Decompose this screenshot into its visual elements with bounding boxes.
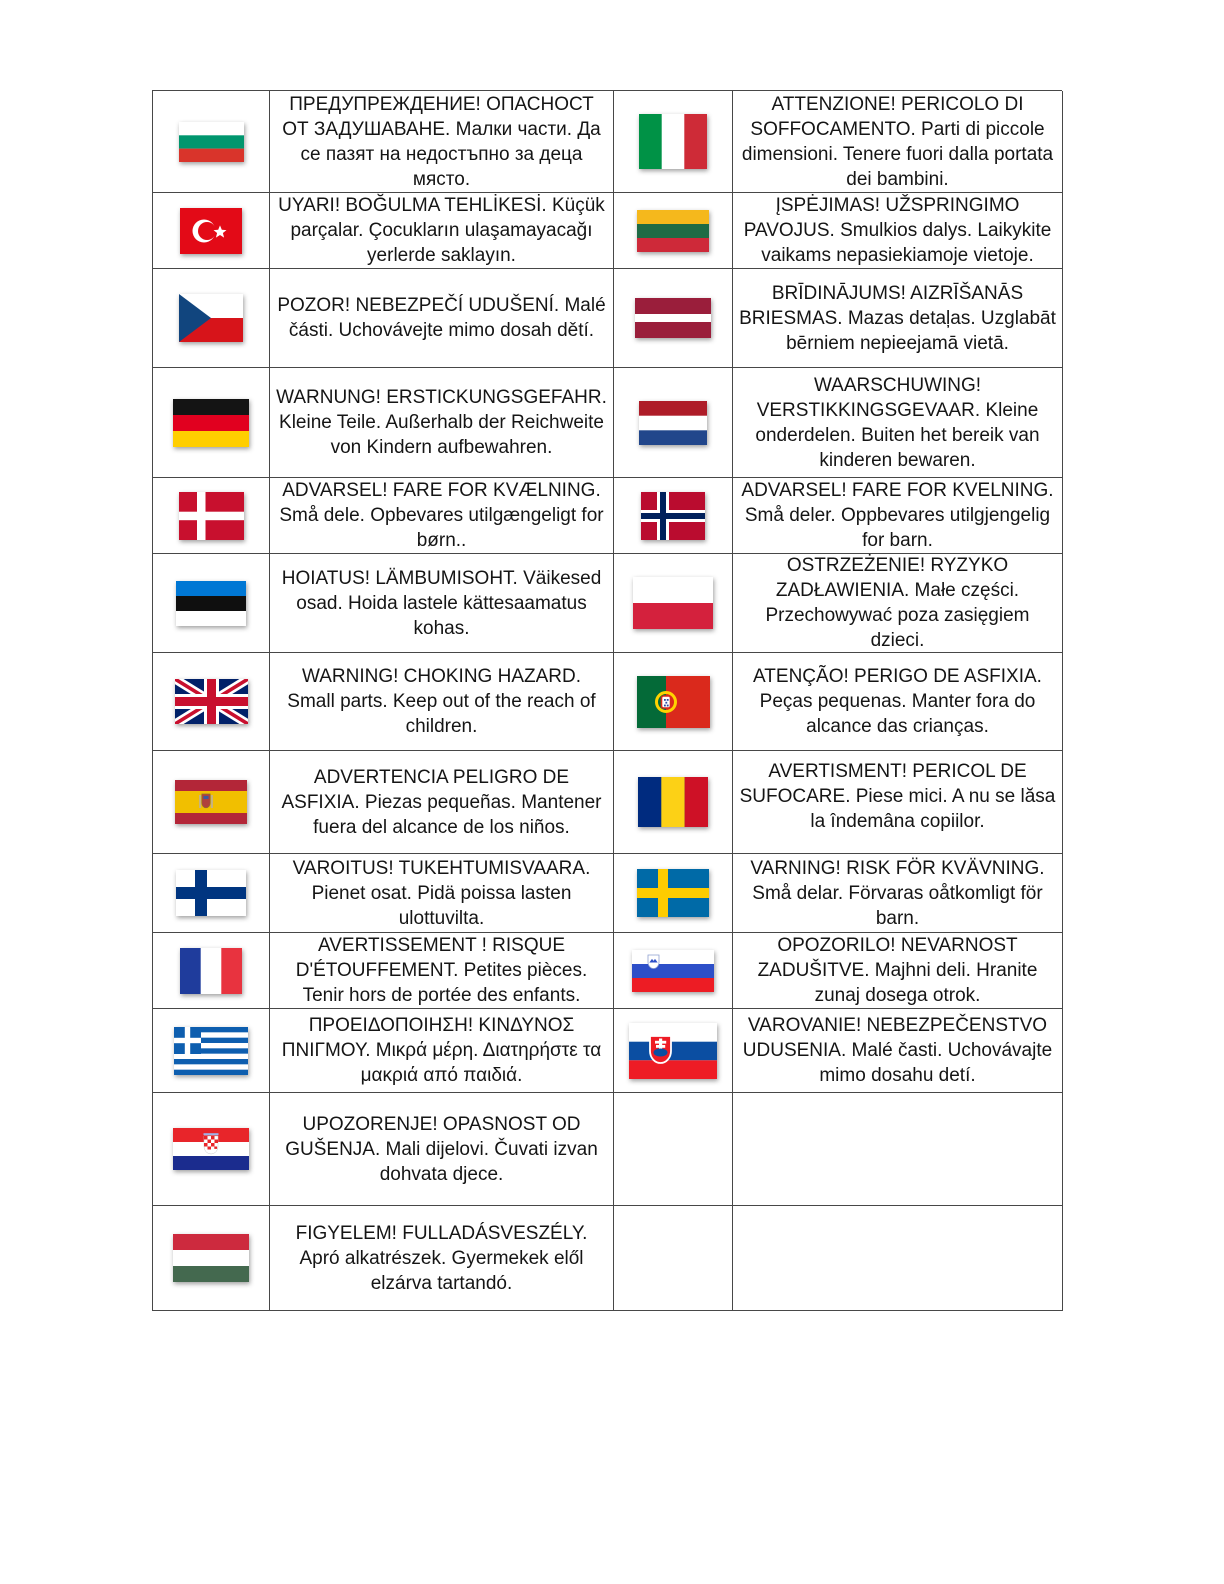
czechia-flag-icon [179, 294, 243, 342]
flag-cell-czechia [153, 269, 270, 368]
empty-text-cell [733, 1206, 1063, 1311]
italy-flag-icon [639, 114, 707, 169]
turkey-flag-icon [180, 208, 242, 254]
flag-cell-netherlands [614, 368, 733, 478]
warning-text: ĮSPĖJIMAS! UŽSPRINGIMO PAVOJUS. Smulkios dalys. Laikykite vaikams nepasiekiamoje vietoje. [743, 195, 1052, 266]
flag-cell-finland [153, 854, 270, 933]
table-row [153, 1206, 1062, 1311]
warning-text-latvian [733, 269, 1063, 368]
bulgaria-flag-icon [179, 122, 244, 162]
estonia-flag-icon [176, 581, 246, 626]
france-flag-icon [180, 948, 242, 994]
flag-cell-croatia [153, 1093, 270, 1206]
warning-text-dutch [733, 368, 1063, 478]
flag-cell-italy [614, 91, 733, 193]
warning-text: ATENÇÃO! PERIGO DE ASFIXIA. Peças pequenas. Manter fora do alcance das crianças. [753, 666, 1042, 737]
warning-text: OSTRZEŻENIE! RYZYKO ZADŁAWIENIA. Małe części. Przechowywać poza zasięgiem dzieci. [765, 555, 1030, 651]
multilingual-warning-table [152, 90, 1062, 1311]
warning-text: AVERTISSEMENT ! RISQUE D'ÉTOUFFEMENT. Petites pièces. Tenir hors de portée des enfants. [295, 935, 588, 1006]
warning-text-italian [733, 91, 1063, 193]
warning-text: ADVARSEL! FARE FOR KVELNING. Små deler. Oppbevares utilgjengelig for barn. [741, 480, 1054, 551]
warning-text-slovak [733, 1009, 1063, 1093]
warning-text: HOIATUS! LÄMBUMISOHT. Väikesed osad. Hoida lastele kättesaamatus kohas. [281, 567, 602, 639]
flag-cell-latvia [614, 269, 733, 368]
warning-text: ADVERTENCIA PELIGRO DE ASFIXIA. Piezas pequeñas. Mantener fuera del alcance de los niños. [281, 766, 602, 838]
table-row [153, 933, 1062, 1009]
table-row [153, 653, 1062, 751]
flag-cell-estonia [153, 554, 270, 653]
netherlands-flag-icon [639, 401, 707, 445]
warning-text-spanish [270, 751, 614, 854]
table-row [153, 269, 1062, 368]
warning-text-norwegian [733, 478, 1063, 554]
table-row [153, 1093, 1062, 1206]
lithuania-flag-icon [637, 210, 709, 252]
warning-text-danish [270, 478, 614, 554]
flag-cell-germany [153, 368, 270, 478]
latvia-flag-icon [635, 298, 711, 338]
warning-text: VARNING! RISK FÖR KVÄVNING. Små delar. Förvaras oåtkomligt för barn. [750, 857, 1045, 929]
denmark-flag-icon [179, 492, 244, 540]
slovenia-flag-icon [632, 950, 714, 992]
empty-text-cell [733, 1093, 1063, 1206]
flag-cell-united-kingdom [153, 653, 270, 751]
spain-flag-icon [175, 780, 247, 824]
warning-text: ΠΡΟΕΙΔΟΠΟΙΗΣΗ! ΚΙΝΔΥΝΟΣ ΠΝΙΓΜΟΥ. Μικρά μέρη. Διατηρήστε τα μακριά από παιδιά. [281, 1015, 602, 1086]
warning-text-estonian [270, 554, 614, 653]
croatia-flag-icon [173, 1128, 249, 1170]
warning-text-bulgarian [270, 91, 614, 193]
warning-text-finnish [270, 854, 614, 933]
warning-text: VAROVANIE! NEBEZPEČENSTVO UDUSENIA. Malé časti. Uchovávajte mimo dosahu detí. [742, 1015, 1053, 1086]
warning-text-english [270, 653, 614, 751]
flag-cell-france [153, 933, 270, 1009]
poland-flag-icon [633, 577, 713, 629]
hungary-flag-icon [173, 1234, 249, 1282]
warning-text: POZOR! NEBEZPEČÍ UDUŠENÍ. Malé části. Uchovávejte mimo dosah dětí. [277, 295, 606, 341]
flag-cell-bulgaria [153, 91, 270, 193]
warning-text-portuguese [733, 653, 1063, 751]
warning-text: AVERTISMENT! PERICOL DE SUFOCARE. Piese mici. A nu se lăsa la îndemâna copiilor. [739, 761, 1056, 832]
table-row [153, 193, 1062, 269]
united-kingdom-flag-icon [175, 679, 248, 724]
flag-cell-slovenia [614, 933, 733, 1009]
table-row [153, 751, 1062, 854]
warning-text-hungarian [270, 1206, 614, 1311]
warning-text: ATTENZIONE! PERICOLO DI SOFFOCAMENTO. Parti di piccole dimensioni. Tenere fuori dalla portata dei bambini. [741, 93, 1054, 190]
warning-text: ПРЕДУПРЕЖДЕНИЕ! ОПАСНОСТ ОТ ЗАДУШАВАНЕ. Малки части. Да се пазят на недостъпно за деца място. [282, 93, 601, 190]
warning-text: OPOZORILO! NEVARNOST ZADUŠITVE. Majhni deli. Hranite zunaj dosega otrok. [757, 935, 1038, 1006]
warning-text: BRĪDINĀJUMS! AIZRĪŠANĀS BRIESMAS. Mazas detaļas. Uzglabāt bērniem nepieejamā vietā. [739, 282, 1056, 354]
warning-text: FIGYELEM! FULLADÁSVESZÉLY. Apró alkatrészek. Gyermekek elől elzárva tartandó. [295, 1222, 588, 1294]
warning-text: WARNUNG! ERSTICKUNGSGEFAHR. Kleine Teile. Außerhalb der Reichweite von Kindern aufbewahren. [276, 387, 607, 458]
warning-text-french [270, 933, 614, 1009]
flag-cell-romania [614, 751, 733, 854]
flag-cell-slovakia [614, 1009, 733, 1093]
warning-text-slovenian [733, 933, 1063, 1009]
germany-flag-icon [173, 399, 249, 447]
finland-flag-icon [176, 870, 246, 916]
flag-cell-empty [614, 1093, 733, 1206]
warning-text-greek [270, 1009, 614, 1093]
warning-text: WAARSCHUWING! VERSTIKKINGSGEVAAR. Kleine onderdelen. Buiten het bereik van kinderen bewaren. [755, 374, 1040, 471]
warning-text-czech [270, 269, 614, 368]
warning-text-polish [733, 554, 1063, 653]
table-row [153, 1009, 1062, 1093]
warning-text-german [270, 368, 614, 478]
warning-text-croatian [270, 1093, 614, 1206]
flag-cell-poland [614, 554, 733, 653]
warning-text-swedish [733, 854, 1063, 933]
flag-cell-hungary [153, 1206, 270, 1311]
warning-text: UYARI! BOĞULMA TEHLİKESİ. Küçük parçalar. Çocukların ulaşamayacağı yerlerde saklayın. [278, 195, 605, 266]
table-row [153, 854, 1062, 933]
warning-text: VAROITUS! TUKEHTUMISVAARA. Pienet osat. Pidä poissa lasten ulottuvilta. [292, 857, 591, 929]
table-row [153, 554, 1062, 653]
portugal-flag-icon [637, 676, 710, 728]
flag-cell-greece [153, 1009, 270, 1093]
table-row [153, 478, 1062, 554]
flag-cell-empty [614, 1206, 733, 1311]
warning-text: WARNING! CHOKING HAZARD. Small parts. Keep out of the reach of children. [287, 666, 596, 737]
flag-cell-turkey [153, 193, 270, 269]
flag-cell-portugal [614, 653, 733, 751]
warning-text-romanian [733, 751, 1063, 854]
greece-flag-icon [174, 1027, 248, 1075]
warning-text-lithuanian [733, 193, 1063, 269]
slovakia-flag-icon [629, 1023, 717, 1079]
warning-text: UPOZORENJE! OPASNOST OD GUŠENJA. Mali dijelovi. Čuvati izvan dohvata djece. [285, 1113, 598, 1185]
flag-cell-spain [153, 751, 270, 854]
flag-cell-norway [614, 478, 733, 554]
flag-cell-denmark [153, 478, 270, 554]
warning-text: ADVARSEL! FARE FOR KVÆLNING. Små dele. Opbevares utilgængeligt for børn.. [279, 480, 604, 551]
flag-cell-sweden [614, 854, 733, 933]
warning-text-turkish [270, 193, 614, 269]
sweden-flag-icon [637, 869, 709, 917]
table-row [153, 91, 1062, 193]
table-row [153, 368, 1062, 478]
norway-flag-icon [641, 492, 705, 540]
romania-flag-icon [638, 777, 708, 827]
flag-cell-lithuania [614, 193, 733, 269]
